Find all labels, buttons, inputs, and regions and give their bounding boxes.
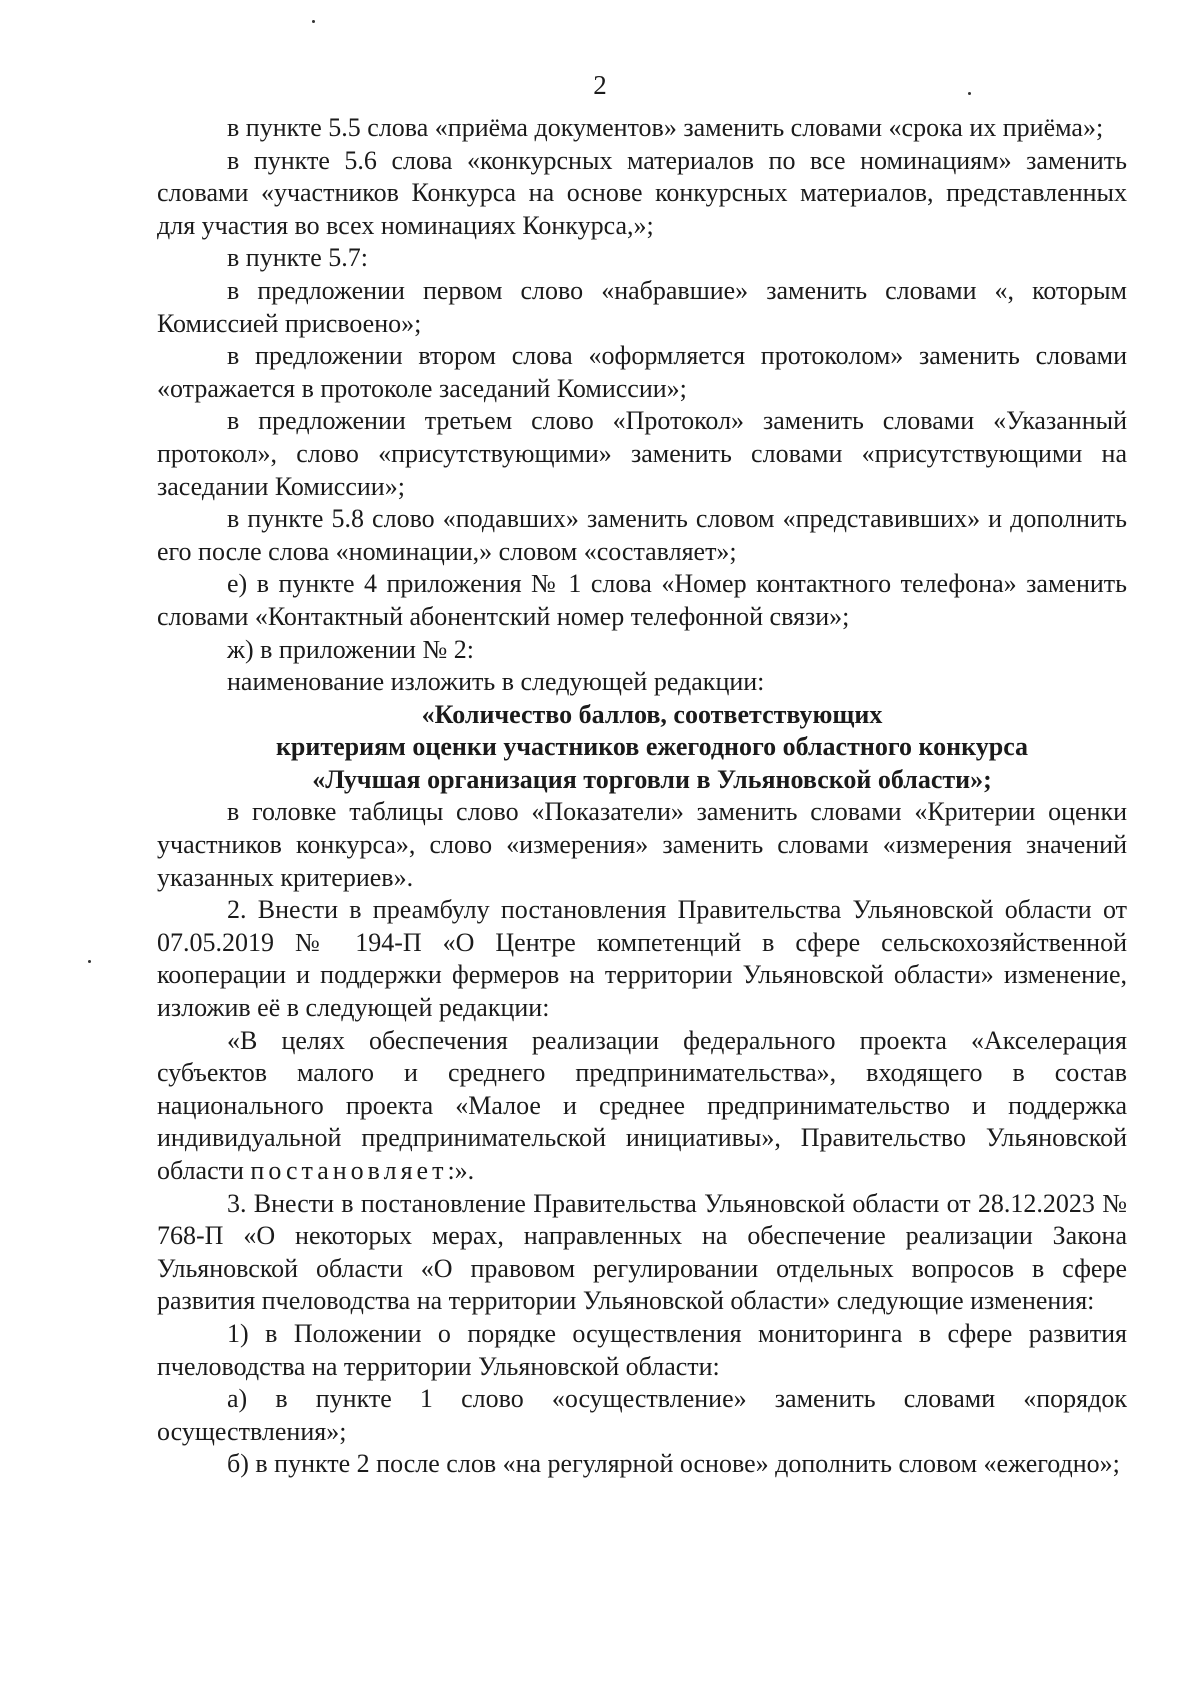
page-number: 2 xyxy=(593,70,607,100)
paragraph: в предложении первом слово «набравшие» заменить словами «, которым Комиссией присвоено»; xyxy=(157,275,1127,338)
appendix-title-line: «Количество баллов, соответствующих xyxy=(421,699,883,729)
preamble-quote xyxy=(157,1025,1127,1188)
scan-speck xyxy=(88,960,91,963)
paragraph: в пункте 5.8 слово «подавших» заменить словом «представивших» и дополнить его после слова «номинации,» словом «составляет»; xyxy=(157,504,1127,566)
preamble-quote-end: :». xyxy=(447,1156,475,1185)
paragraph: а) в пункте 1 слово «осуществление» заменить словами «порядок осуществления»; xyxy=(157,1384,1127,1446)
paragraph: в предложении втором слова «оформляется протоколом» заменить словами «отражается в протоколе заседаний Комиссии»; xyxy=(157,341,1127,403)
appendix-title xyxy=(157,699,1127,797)
preamble-quote-text: «В целях обеспечения реализации федерального проекта «Акселерация субъектов малого и среднего предпринимательства», входящего в состав национального проекта «Малое и среднее предпринимательство и поддержка индивидуальной предпринимательской инициативы», Правительство Ульяновской области xyxy=(157,1025,1127,1185)
paragraph: наименование изложить в следующей редакции: xyxy=(227,667,765,697)
appendix-title-line: «Лучшая организация торговли в Ульяновской области»; xyxy=(312,764,992,794)
paragraph: в пункте 5.5 слова «приёма документов» заменить словами «срока их приёма»; xyxy=(227,113,1104,142)
paragraph: б) в пункте 2 после слов «на регулярной основе» дополнить словом «ежегодно»; xyxy=(227,1449,1120,1479)
paragraph: 2. Внести в преамбулу постановления Правительства Ульяновской области от 07.05.2019 № 194-П «О Центре компетенций в сфере сельскохозяйственной кооперации и поддержки фермеров на территории Ульяновской области» изменение, изложив её в следующей редакции: xyxy=(157,895,1127,1023)
document-body xyxy=(157,112,1127,1481)
preamble-quote-decree-word: постановляет xyxy=(250,1156,448,1185)
scan-speck xyxy=(312,20,315,23)
paragraph: 1) в Положении о порядке осуществления мониторинга в сфере развития пчеловодства на территории Ульяновской области: xyxy=(157,1318,1127,1381)
paragraph: в предложении третьем слово «Протокол» заменить словами «Указанный протокол», слово «присутствующими» заменить словами «присутствующими на заседании Комиссии»; xyxy=(157,406,1127,501)
paragraph: е) в пункте 4 приложения № 1 слова «Номер контактного телефона» заменить словами «Контактный абонентский номер телефонной связи»; xyxy=(157,569,1127,631)
paragraph: в пункте 5.7: xyxy=(227,243,369,273)
paragraph: в головке таблицы слово «Показатели» заменить словами «Критерии оценки участников конкурса», слово «измерения» заменить словами «измерения значений указанных критериев». xyxy=(157,797,1127,892)
appendix-title-line: критериям оценки участников ежегодного областного конкурса xyxy=(275,732,1029,762)
paragraph: ж) в приложении № 2: xyxy=(227,634,474,664)
paragraph: в пункте 5.6 слова «конкурсных материалов по все номинациям» заменить словами «участников Конкурса на основе конкурсных материалов, представленных для участия во всех номинациях Конкурса,»; xyxy=(157,145,1127,240)
paragraph: 3. Внести в постановление Правительства Ульяновской области от 28.12.2023 № 768-П «О некоторых мерах, направленных на обеспечение реализации Закона Ульяновской области «О правовом регулировании отдельных вопросов в сфере развития пчеловодства на территории Ульяновской области» следующие изменения: xyxy=(157,1188,1127,1316)
